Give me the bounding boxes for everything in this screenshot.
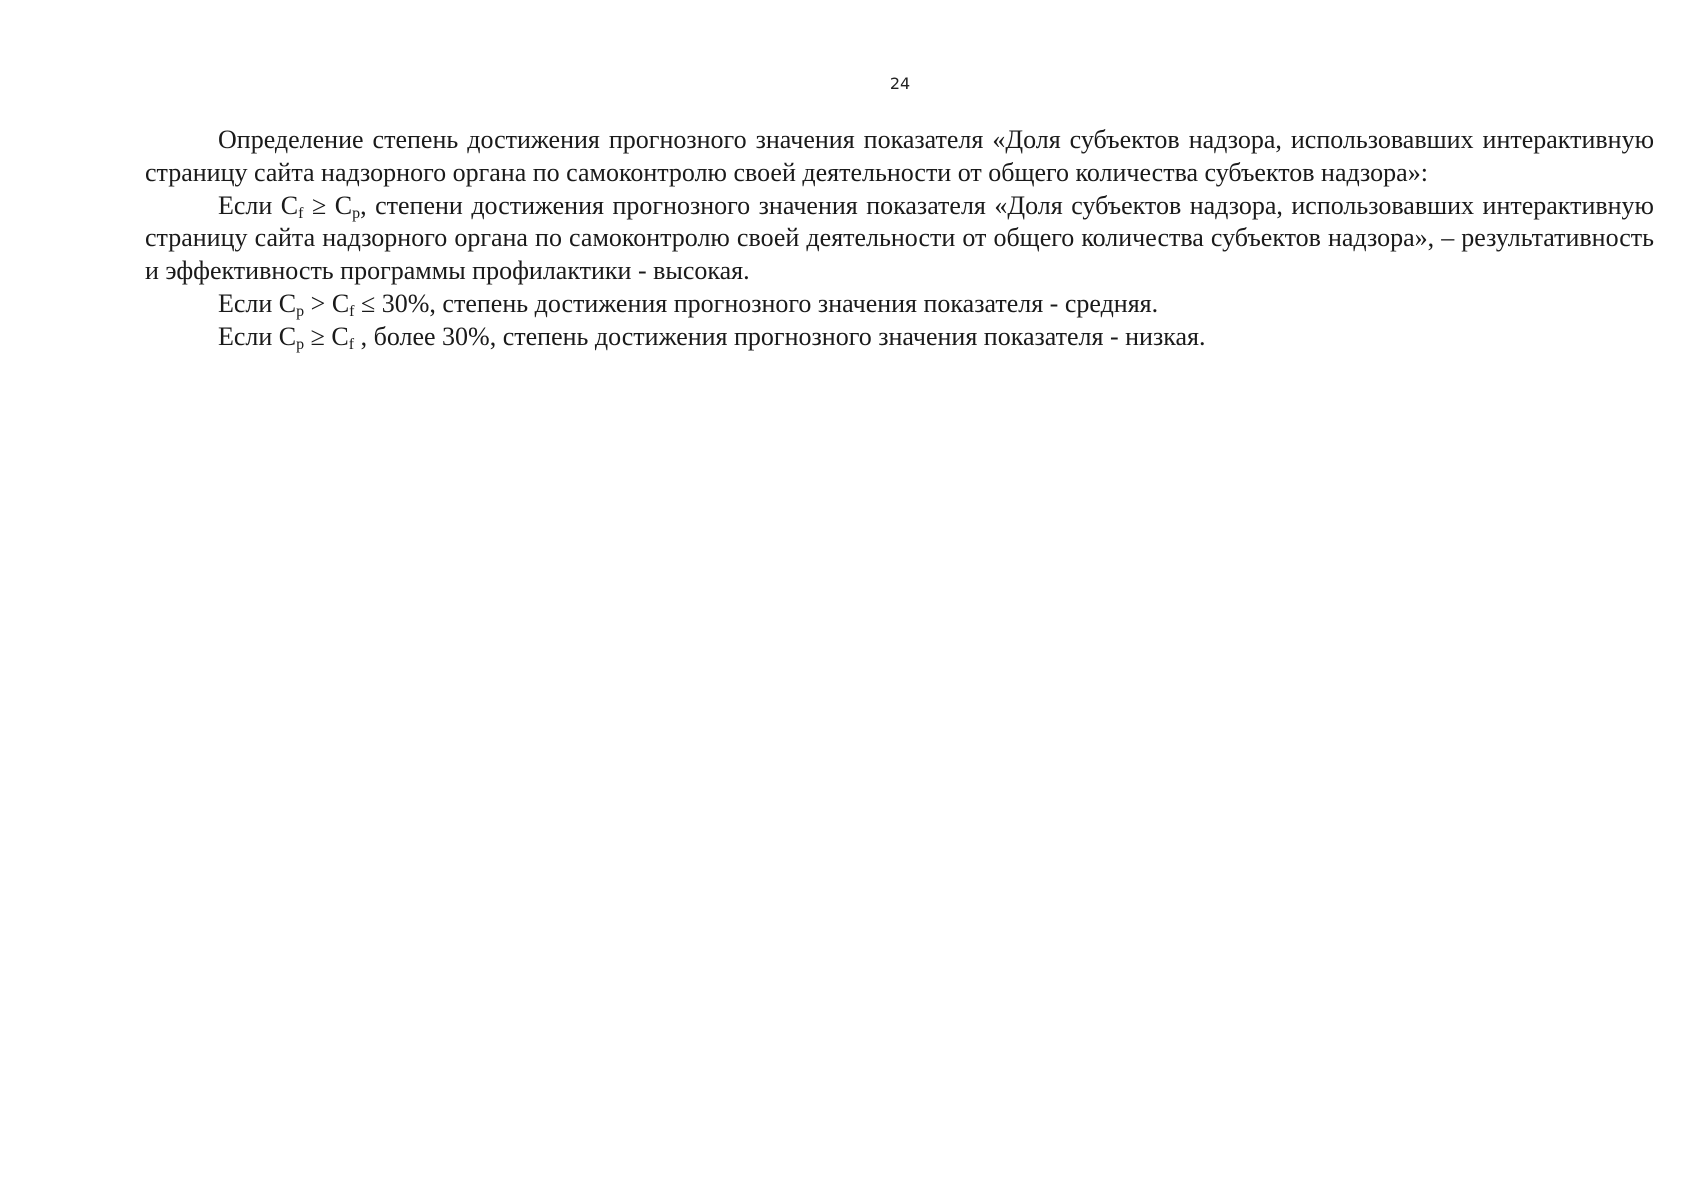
document-body: [145, 124, 1654, 354]
page-number: 24: [889, 74, 911, 93]
paragraph-low-text: , более 30%, степень достижения прогнозного значения показателя - низкая.: [354, 321, 1206, 351]
paragraph-high-operator: ≥ C: [303, 190, 353, 220]
paragraph-medium: [145, 288, 1654, 321]
paragraph-low: [145, 321, 1654, 354]
subscript-p: p: [296, 335, 305, 353]
paragraph-medium-lead: Если C: [218, 288, 297, 318]
paragraph-low-operator: ≥ C: [304, 321, 349, 351]
paragraph-high-lead: Если C: [218, 190, 299, 220]
paragraph-medium-operator: > C: [304, 288, 350, 318]
subscript-p: p: [352, 204, 361, 222]
paragraph-high-text: , степени достижения прогнозного значения показателя «Доля субъектов надзора, использовавших интерактивную страницу сайта надзорного органа по самоконтролю своей деятельности от общего количества субъектов надзора», – результативность и эффективность программы профилактики - высокая.: [145, 190, 1654, 286]
subscript-f: f: [348, 335, 355, 353]
paragraph-high: [145, 190, 1654, 288]
subscript-p: p: [296, 302, 305, 320]
paragraph-medium-text: ≤ 30%, степень достижения прогнозного значения показателя - средняя.: [354, 288, 1159, 318]
subscript-f: f: [298, 204, 304, 222]
paragraph-low-lead: Если C: [218, 321, 297, 351]
subscript-f: f: [349, 302, 355, 320]
paragraph-definition: Определение степень достижения прогнозного значения показателя «Доля субъектов надзора, использовавших интерактивную страницу сайта надзорного органа по самоконтролю своей деятельности от общего количества субъектов надзора»:: [145, 125, 1654, 187]
